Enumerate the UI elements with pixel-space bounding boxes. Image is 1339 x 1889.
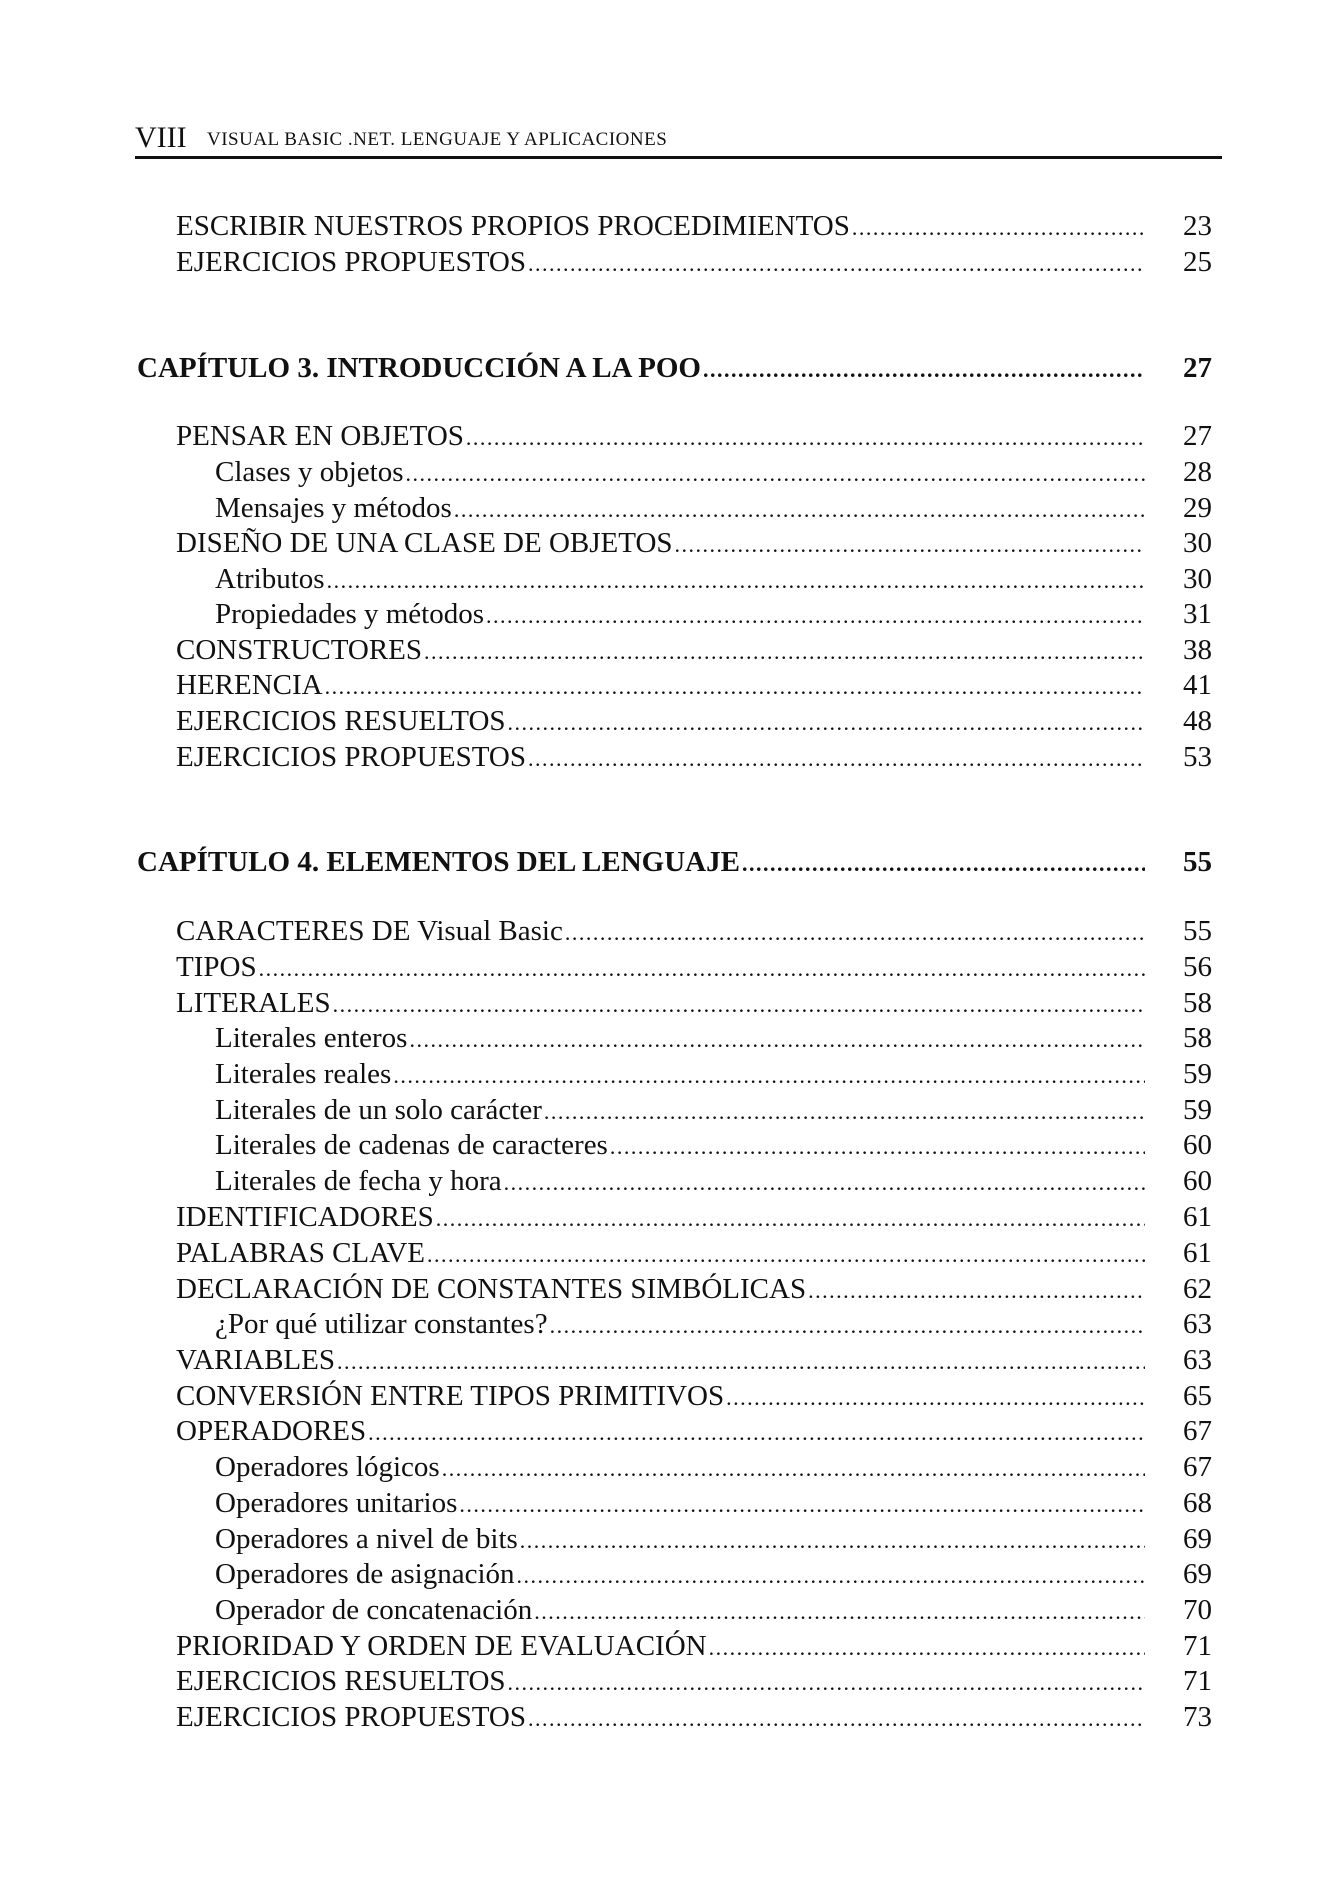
toc-page-cell [0,737,1339,777]
toc-page-cell [0,842,1339,882]
toc-page-cell [0,1233,1339,1273]
toc-page-cell [0,701,1339,741]
toc-entry-page: 48 [1183,705,1212,737]
toc-entry-label: CARACTERES DE Visual Basic [176,915,563,947]
toc-entry-label: Operador de concatenación [215,1594,533,1626]
toc-entry-page: 31 [1183,598,1212,630]
toc-entry-label: EJERCICIOS PROPUESTOS [176,741,526,773]
toc-page-cell [0,1018,1339,1058]
toc-entry-label: Literales enteros [215,1022,408,1054]
toc-entry-page: 53 [1183,741,1212,773]
toc-entry-label: PRIORIDAD Y ORDEN DE EVALUACIÓN [176,1630,707,1662]
toc-page-cell [0,242,1339,282]
toc-entry-label: EJERCICIOS RESUELTOS [176,1665,506,1697]
page-number: VIII [135,121,187,154]
toc-entry-label: Operadores a nivel de bits [215,1523,518,1555]
toc-page-cell [0,665,1339,705]
toc-entry-page: 29 [1183,492,1212,524]
toc-page-cell [0,1340,1339,1380]
toc-entry-label: Literales de un solo carácter [215,1094,542,1126]
toc-entry-label: CAPÍTULO 4. ELEMENTOS DEL LENGUAJE [137,846,740,878]
toc-page-cell [0,1376,1339,1416]
toc-page-cell [0,983,1339,1023]
toc-entry-page: 30 [1183,527,1212,559]
toc-page-cell [0,1304,1339,1344]
toc-entry-label: Operadores de asignación [215,1558,515,1590]
toc-entry-page: 68 [1183,1487,1212,1519]
toc-page-cell [0,1054,1339,1094]
toc-entry-label: DECLARACIÓN DE CONSTANTES SIMBÓLICAS [176,1273,807,1305]
toc-entry-label: Propiedades y métodos [215,598,485,630]
toc-page-cell [0,1554,1339,1594]
toc-page-cell [0,452,1339,492]
toc-entry-page: 55 [1183,846,1212,878]
toc-entry-label: ESCRIBIR NUESTROS PROPIOS PROCEDIMIENTOS [176,210,850,242]
toc-page-cell [0,416,1339,456]
toc-entry-page: 59 [1183,1094,1212,1126]
toc-page-cell [0,1483,1339,1523]
toc-page-cell [0,1125,1339,1165]
toc-page-cell [0,1519,1339,1559]
toc-page-cell [0,1697,1339,1737]
toc-page-cell [0,1447,1339,1487]
running-header [135,120,1222,159]
toc-entry-label: Clases y objetos [215,456,404,488]
toc-entry-label: EJERCICIOS RESUELTOS [176,705,506,737]
toc-entry-label: Mensajes y métodos [215,492,452,524]
toc-entry-label: Operadores lógicos [215,1451,440,1483]
toc-page-cell [0,488,1339,528]
toc-entry-label: TIPOS [176,951,257,983]
toc-entry-page: 25 [1183,246,1212,278]
toc-entry-label: Literales reales [215,1058,392,1090]
toc-page-cell [0,348,1339,388]
toc-entry-label: CAPÍTULO 3. INTRODUCCIÓN A LA POO [137,352,701,384]
toc-entry-page: 27 [1183,420,1212,452]
toc-page-cell [0,1661,1339,1701]
toc-page-cell [0,1090,1339,1130]
toc-page-cell [0,947,1339,987]
toc-page-cell [0,1626,1339,1666]
toc-entry-label: LITERALES [176,987,331,1019]
toc-entry-page: 65 [1183,1380,1212,1412]
toc-entry-page: 69 [1183,1558,1212,1590]
toc-entry-label: Literales de fecha y hora [215,1165,502,1197]
toc-page-cell [0,1197,1339,1237]
toc-page-cell [0,1161,1339,1201]
toc-entry-page: 63 [1183,1344,1212,1376]
toc-page-cell [0,630,1339,670]
toc-entry-label: HERENCIA [176,669,323,701]
toc-entry-page: 59 [1183,1058,1212,1090]
toc-entry-page: 61 [1183,1201,1212,1233]
toc-page-cell [0,1269,1339,1309]
toc-entry-page: 71 [1183,1630,1212,1662]
toc-entry-label: EJERCICIOS PROPUESTOS [176,1701,526,1733]
toc-entry-page: 73 [1183,1701,1212,1733]
toc-page-cell [0,1590,1339,1630]
toc-entry-label: ¿Por qué utilizar constantes? [215,1308,548,1340]
toc-entry-page: 56 [1183,951,1212,983]
toc-entry-page: 58 [1183,1022,1212,1054]
toc-entry-label: VARIABLES [176,1344,335,1376]
toc-page-cell [0,911,1339,951]
toc-entry-page: 63 [1183,1308,1212,1340]
toc-entry-label: PALABRAS CLAVE [176,1237,425,1269]
toc-entry-page: 67 [1183,1451,1212,1483]
toc-entry-label: Atributos [215,563,325,595]
toc-page-cell [0,559,1339,599]
toc-entry-label: IDENTIFICADORES [176,1201,434,1233]
toc-entry-page: 69 [1183,1523,1212,1555]
toc-entry-page: 62 [1183,1273,1212,1305]
toc-page-cell [0,206,1339,246]
toc-entry-page: 71 [1183,1665,1212,1697]
toc-entry-label: CONSTRUCTORES [176,634,423,666]
toc-page-cell [0,523,1339,563]
toc-page-cell [0,594,1339,634]
toc-entry-page: 55 [1183,915,1212,947]
toc-entry-label: OPERADORES [176,1415,367,1447]
toc-entry-page: 58 [1183,987,1212,1019]
toc-entry-label: DISEÑO DE UNA CLASE DE OBJETOS [176,527,673,559]
toc-entry-label: CONVERSIÓN ENTRE TIPOS PRIMITIVOS [176,1380,725,1412]
toc-entry-page: 30 [1183,563,1212,595]
toc-entry-label: Literales de cadenas de caracteres [215,1129,608,1161]
toc-entry-page: 70 [1183,1594,1212,1626]
toc-entry-page: 41 [1183,669,1212,701]
toc-entry-label: Operadores unitarios [215,1487,458,1519]
toc-entry-page: 28 [1183,456,1212,488]
toc-page-cell [0,1411,1339,1451]
toc-entry-page: 38 [1183,634,1212,666]
toc-entry-page: 23 [1183,210,1212,242]
toc-entry-page: 60 [1183,1165,1212,1197]
toc-entry-label: PENSAR EN OBJETOS [176,420,464,452]
toc-entry-page: 61 [1183,1237,1212,1269]
toc-entry-page: 67 [1183,1415,1212,1447]
toc-entry-page: 60 [1183,1129,1212,1161]
toc-entry-page: 27 [1183,352,1212,384]
running-title: VISUAL BASIC .NET. LENGUAJE Y APLICACIONES [207,129,668,150]
toc-entry-label: EJERCICIOS PROPUESTOS [176,246,526,278]
